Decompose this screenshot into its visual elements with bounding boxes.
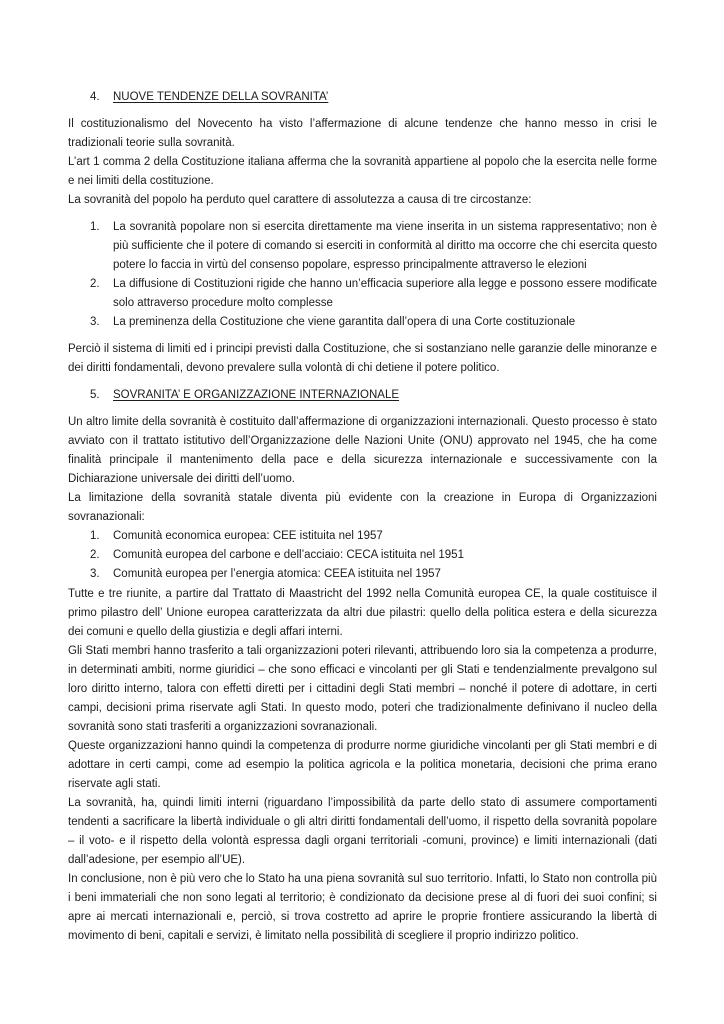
list-item-text: Comunità europea per l’energia atomica: CEEA istituita nel 1957	[113, 568, 441, 580]
numbered-list-circostanze	[68, 218, 657, 332]
paragraph-maastricht: Tutte e tre riunite, a partire dal Trattato di Maastricht del 1992 nella Comunità europea CE, la quale costituisce il primo pilastro dell’ Unione europea caratterizzata da altri due pilastri: quello della politica estera e della sicurezza dei comuni e quello della giustizia e degli affari interni.	[68, 588, 657, 638]
list-item	[68, 275, 657, 313]
list-item-number: 3.	[90, 316, 100, 328]
list-item	[68, 218, 657, 275]
list-item	[68, 527, 657, 546]
document-content	[68, 80, 657, 946]
paragraph-costituzionalismo: Il costituzionalismo del Novecento ha visto l’affermazione di alcune tendenze che hanno messo in crisi le tradizionali teorie sulla sovranità.	[68, 118, 657, 149]
section-5-title: SOVRANITA’ E ORGANIZZAZIONE INTERNAZIONALE	[113, 389, 400, 401]
section-5-number: 5.	[90, 389, 100, 401]
section-4-title: NUOVE TENDENZE DELLA SOVRANITA’	[113, 91, 329, 103]
paragraph-percio-limiti: Perciò il sistema di limiti ed i principi previsti dalla Costituzione, che si sostanziano nelle garanzie delle minoranze e dei diritti fondamentali, devono prevalere sulla volontà di chi detiene il potere politico.	[68, 343, 657, 374]
numbered-list-comunita	[68, 527, 657, 584]
list-item	[68, 565, 657, 584]
list-item-number: 1.	[90, 221, 100, 233]
list-item-text: La preminenza della Costituzione che viene garantita dall’opera di una Corte costituzionale	[113, 316, 576, 328]
list-item-text: Comunità economica europea: CEE istituita nel 1957	[113, 530, 383, 542]
paragraph-organizzazioni-sovranazionali: La limitazione della sovranità statale diventa più evidente con la creazione in Europa di Organizzazioni sovranazionali:	[68, 492, 657, 523]
section-4-number: 4.	[90, 91, 100, 103]
list-item	[68, 546, 657, 565]
paragraph-onu: Un altro limite della sovranità è costituito dall’affermazione di organizzazioni internazionali. Questo processo è stato avviato con il trattato istitutivo dell’Organizzazione delle Nazioni Unite (ONU) approvato nel 1945, che ha come finalità principale il mantenimento della pace e della sicurezza internazionale e successivamente con la Dichiarazione universale dei diritti dell’uomo.	[68, 416, 657, 485]
list-item-number: 3.	[90, 568, 100, 580]
list-item-text: La diffusione di Costituzioni rigide che hanno un’efficacia superiore alla legge e possono essere modificate solo attraverso procedure molto complesse	[113, 278, 657, 309]
paragraph-competenza-norme: Queste organizzazioni hanno quindi la competenza di produrre norme giuridiche vincolanti per gli Stati membri e di adottare in certi campi, come ad esempio la politica agricola e la politica monetaria, decisioni che prima erano riservate agli stati.	[68, 740, 657, 790]
paragraph-tre-circostanze: La sovranità del popolo ha perduto quel carattere di assolutezza a causa di tre circostanze:	[68, 194, 532, 206]
section-heading-4	[68, 88, 657, 107]
paragraph-art1-comma2: L’art 1 comma 2 della Costituzione italiana afferma che la sovranità appartiene al popolo che la esercita nelle forme e nei limiti della costituzione.	[68, 156, 657, 187]
list-item-text: Comunità europea del carbone e dell’acciaio: CECA istituita nel 1951	[113, 549, 464, 561]
list-item-number: 2.	[90, 278, 100, 290]
section-heading-5	[68, 386, 657, 405]
list-item-text: La sovranità popolare non si esercita direttamente ma viene inserita in un sistema rappresentativo; non è più sufficiente che il potere di comando si eserciti in conformità al diritto ma occorre che chi esercita questo potere lo faccia in virtù del consenso popolare, espresso principalmente attraverso le elezioni	[113, 221, 657, 271]
list-item-number: 2.	[90, 549, 100, 561]
list-item	[68, 313, 657, 332]
paragraph-conclusione: In conclusione, non è più vero che lo Stato ha una piena sovranità sul suo territorio. Infatti, lo Stato non controlla più i beni immateriali che non sono legati al territorio; è condizionato da decisione prese al di fuori dei suoi confini; si apre ai mercati internazionali e, perciò, si trova costretto ad aprire le proprie frontiere assicurando la libertà di movimento di beni, capitali e servizi, è limitato nella possibilità di scegliere il proprio indirizzo politico.	[68, 873, 657, 942]
paragraph-stati-membri: Gli Stati membri hanno trasferito a tali organizzazioni poteri rilevanti, attribuendo loro sia la competenza a produrre, in determinati ambiti, norme giuridici – che sono efficaci e vincolanti per gli Stati e tendenzialmente prevalgono sul loro diritto interno, talora con effetti diretti per i cittadini degli Stati membri – nonché il potere di adottare, in certi campi, decisioni prima riservate agli Stati. In questo modo, poteri che tradizionalmente definivano il nucleo della sovranità sono stati trasferiti a organizzazioni sovranazionali.	[68, 645, 657, 733]
list-item-number: 1.	[90, 530, 100, 542]
paragraph-limiti-interni: La sovranità, ha, quindi limiti interni (riguardano l’impossibilità da parte dello stato di assumere comportamenti tendenti a sacrificare la libertà individuale o gli altri diritti fondamentali dell’uomo, il rispetto della sovranità popolare – il voto- e il rispetto della volontà espressa dagli organi territoriali -comuni, province) e limiti internazionali (dati dall’adesione, per esempio all’UE).	[68, 797, 657, 866]
